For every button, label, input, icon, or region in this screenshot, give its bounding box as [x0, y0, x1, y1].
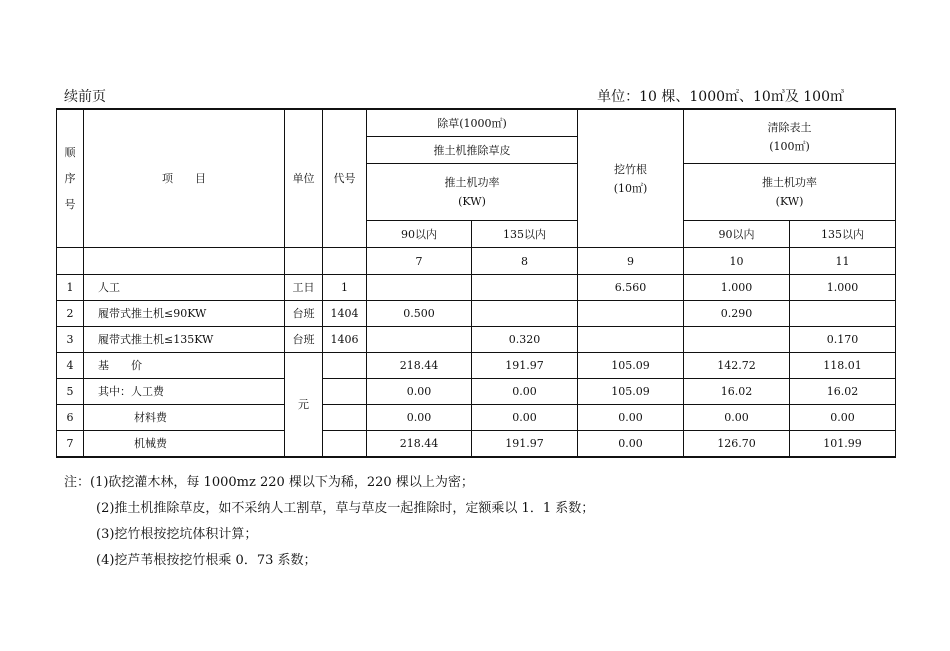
col-number-7: 7	[367, 248, 472, 275]
table-row: 5 其中：人工费 0.00 0.00 105.09 16.02 16.02	[57, 379, 896, 405]
col-number-11: 11	[790, 248, 896, 275]
header-row-1	[57, 109, 896, 137]
item-header: 项 目	[84, 109, 285, 248]
topsoil-90-header: 90以内	[684, 221, 790, 248]
notes	[64, 470, 594, 574]
quota-table	[56, 108, 896, 458]
table-row: 7 机械费 218.44 191.97 0.00 126.70 101.99	[57, 431, 896, 458]
column-number-row	[57, 248, 896, 275]
topsoil-header: 清除表土 (100㎡)	[684, 109, 896, 164]
bamboo-header: 挖竹根 (10㎡)	[578, 109, 684, 248]
table-row: 6 材料费 0.00 0.00 0.00 0.00 0.00	[57, 405, 896, 431]
table-row: 2 履带式推土机≤90KW 台班 1404 0.500 0.290	[57, 301, 896, 327]
note-2: (2)推土机推除草皮，如不采纳人工割草，草与草皮一起推除时，定额乘以 1．1 系数；	[96, 501, 595, 516]
seq-header: 顺 序 号	[57, 109, 84, 248]
note-4: (4)挖芦苇根按挖竹根乘 0．73 系数；	[96, 553, 317, 568]
topsoil-135-header: 135以内	[790, 221, 896, 248]
table-row: 4 基 价 元 218.44 191.97 105.09 142.72 118.01	[57, 353, 896, 379]
col-number-9: 9	[578, 248, 684, 275]
note-3: (3)挖竹根按挖坑体积计算；	[96, 527, 258, 542]
table-row: 1 人工 工日 1 6.560 1.000 1.000	[57, 275, 896, 301]
continued-label: 续前页	[64, 89, 106, 105]
code-header: 代号	[323, 109, 367, 248]
unit-header: 单位	[285, 109, 323, 248]
price-unit-cell: 元	[285, 353, 323, 458]
note-1: 注：(1)砍挖灌木林，每 1000mz 220 棵以下为稀，220 棵以上为密；	[64, 475, 474, 490]
col-number-10: 10	[684, 248, 790, 275]
topsoil-power-header: 推土机功率 (KW)	[684, 164, 896, 221]
table-row: 3 履带式推土机≤135KW 台班 1406 0.320 0.170	[57, 327, 896, 353]
power-90-header: 90以内	[367, 221, 472, 248]
grass-bulldozer-header: 推土机推除草皮	[367, 137, 578, 164]
grass-header: 除草(1000㎡)	[367, 109, 578, 137]
unit-label: 单位：10 棵、1000㎡、10㎥及 100㎥	[597, 89, 844, 105]
power-135-header: 135以内	[472, 221, 578, 248]
power-header: 推土机功率 (KW)	[367, 164, 578, 221]
col-number-8: 8	[472, 248, 578, 275]
